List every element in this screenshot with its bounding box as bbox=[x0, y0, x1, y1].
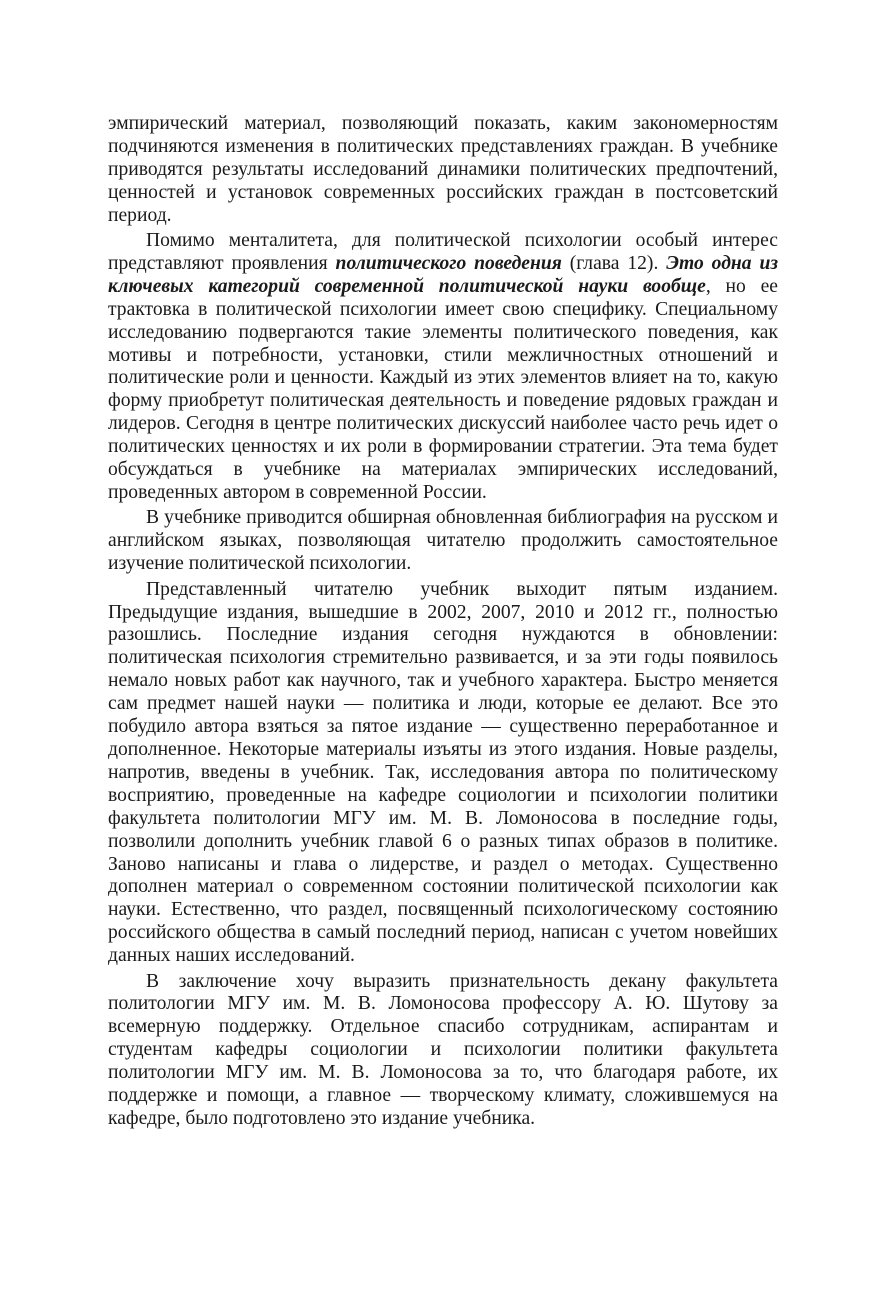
page-body bbox=[108, 113, 778, 1131]
term-political-behavior: политического поведения bbox=[335, 252, 562, 274]
paragraph-1-text: эмпирический материал, позволяющий показать, каким закономерностям подчиняются изменения в политических представлениях граждан. В учебнике приводятся результаты исследований динамики политических предпочтений, ценностей и установок современных российских граждан в постсоветский период. bbox=[108, 113, 778, 226]
paragraph-2 bbox=[108, 230, 778, 505]
paragraph-2-text-1: Помимо менталитета, для политической психологии особый интерес представляют проявления bbox=[108, 230, 778, 274]
paragraph-3 bbox=[108, 507, 778, 576]
paragraph-3-text: В учебнике приводится обширная обновленная библиография на русском и английском языках, позволяющая читателю продолжить самостоятельное изучение политической психологии. bbox=[108, 507, 778, 575]
paragraph-2-text-3: , но ее трактовка в политической психологии имеет свою специфику. Специальному исследованию подвергаются такие элементы политического поведения, как мотивы и потребности, установки, стили межличностных отношений и политические роли и ценности. Каждый из этих элементов влияет на то, какую форму приобретут политическая деятельность и поведение рядовых граждан и лидеров. Сегодня в центре политических дискуссий наиболее часто речь идет о политических ценностях и их роли в формировании стратегии. Эта тема будет обсуждаться в учебнике на материалах эмпирических исследований, проведенных автором в современной России. bbox=[108, 275, 778, 503]
paragraph-1 bbox=[108, 113, 778, 228]
paragraph-4 bbox=[108, 579, 778, 968]
paragraph-4-text: Представленный читателю учебник выходит пятым изданием. Предыдущие издания, вышедшие в 2002, 2007, 2010 и 2012 гг., полностью разошлись. Последние издания сегодня нуждаются в обновлении: политическая психология стремительно развивается, и за эти годы появилось немало новых работ как научного, так и учебного характера. Быстро меняется сам предмет нашей науки — политика и люди, которые ее делают. Все это побудило автора взяться за пятое издание — существенно переработанное и дополненное. Некоторые материалы изъяты из этого издания. Новые разделы, напротив, введены в учебник. Так, исследования автора по политическому восприятию, проведенные на кафедре социологии и психологии политики факультета политологии МГУ им. М. В. Ломоносова в последние годы, позволили дополнить учебник главой 6 о разных типах образов в политике. Заново написаны и глава о лидерстве, и раздел о методах. Существенно дополнен материал о современном состоянии политической психологии как науки. Естественно, что раздел, посвященный психологическому состоянию российского общества в самый последний период, написан с учетом новейших данных наших исследований. bbox=[108, 578, 778, 967]
paragraph-5-text: В заключение хочу выразить признательность декану факультета политологии МГУ им. М. В. Ломоносова профессору А. Ю. Шутову за всемерную поддержку. Отдельное спасибо сотрудникам, аспирантам и студентам кафедры социологии и психологии политики факультета политологии МГУ им. М. В. Ломоносова за то, что благодаря работе, их поддержке и помощи, а главное — творческому климату, сложившемуся на кафедре, было подготовлено это издание учебника. bbox=[108, 970, 778, 1129]
paragraph-5 bbox=[108, 971, 778, 1131]
paragraph-2-text-2: (глава 12). bbox=[561, 252, 667, 274]
key-category-emphasis: Это одна из ключевых категорий современной политической науки вообще bbox=[108, 252, 779, 297]
